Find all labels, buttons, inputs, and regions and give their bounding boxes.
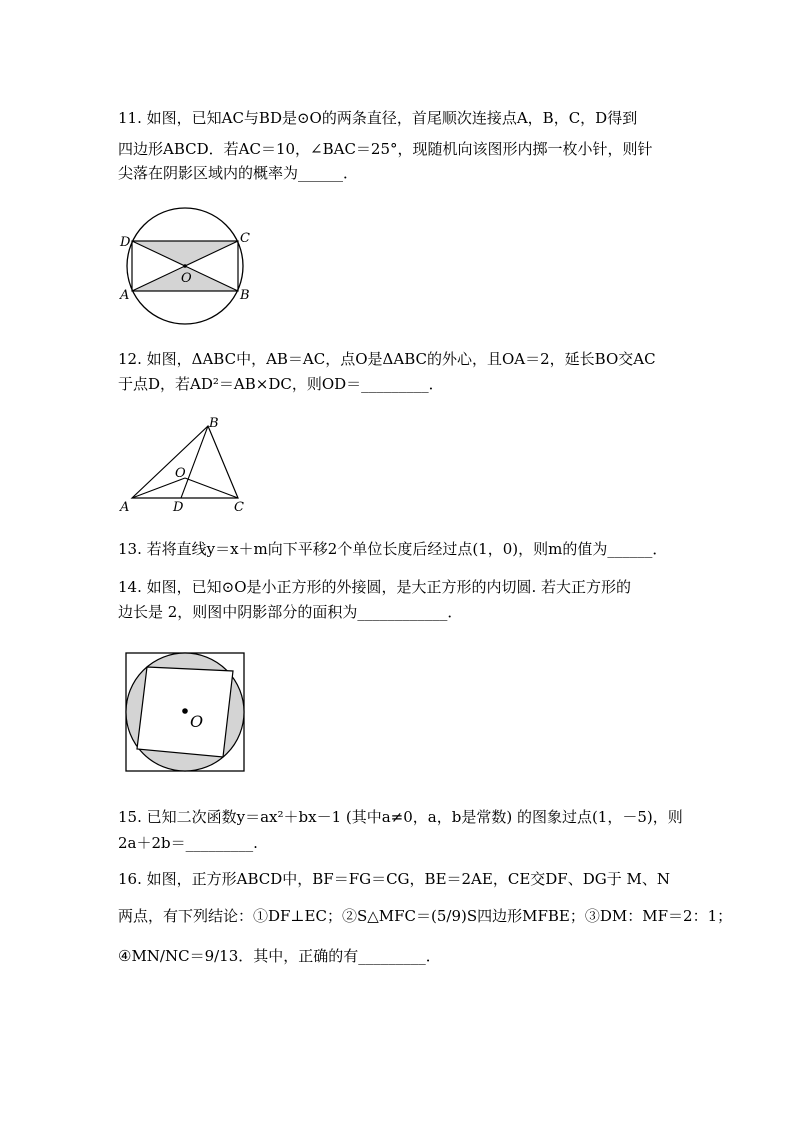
- q13-line-1: 13. 若将直线y＝x＋m向下平移2个单位长度后经过点(1，0)，则m的值为______．: [118, 540, 668, 558]
- q11-line-2: 四边形ABCD．若AC＝10，∠BAC＝25°，现随机向该图形内掷一枚小针，则针: [118, 140, 653, 158]
- q11-label-d: D: [120, 235, 131, 250]
- q11-figure: [110, 200, 270, 330]
- q16-line-3: ④MN/NC＝9/13．其中，正确的有_________．: [118, 947, 441, 965]
- q16-line-1: 16. 如图，正方形ABCD中，BF＝FG＝CG，BE＝2AE，CE交DF、DG于 M、N: [118, 870, 670, 888]
- q12-label-d: D: [173, 500, 184, 515]
- q11-line-1: 11. 如图，已知AC与BD是⊙O的两条直径，首尾顺次连接点A，B，C，D得到: [118, 109, 638, 127]
- q12-segment-oa: [132, 478, 185, 498]
- q11-label-b: B: [240, 288, 250, 303]
- q12-line-1: 12. 如图，ΔABC中，AB＝AC，点O是ΔABC的外心，且OA＝2，延长BO交AC: [118, 350, 656, 368]
- q11-label-a: A: [120, 288, 130, 303]
- q14-figure: [122, 649, 250, 777]
- q15-line-2: 2a＋2b＝_________.: [118, 834, 258, 852]
- q11-center-point: [183, 264, 187, 268]
- q11-label-o: O: [181, 271, 192, 286]
- q11-label-c: C: [240, 231, 250, 246]
- q15-line-1: 15. 已知二次函数y＝ax²＋bx－1 (其中a≠0，a，b是常数) 的图象过点(1，－5)，则: [118, 808, 683, 826]
- q14-line-1: 14. 如图，已知⊙O是小正方形的外接圆，是大正方形的内切圆. 若大正方形的: [118, 578, 632, 596]
- q14-center-point: [182, 708, 188, 714]
- q12-segment-bd: [181, 426, 208, 498]
- q11-line-3: 尖落在阴影区域内的概率为______．: [118, 164, 359, 182]
- q12-label-b: B: [209, 416, 219, 431]
- q12-line-2: 于点D，若AD²＝AB×DC，则OD＝_________．: [118, 375, 444, 393]
- q11-shaded-top: [132, 241, 238, 267]
- q16-line-2: 两点，有下列结论：①DF⊥EC；②S△MFC＝(5/9)S四边形MFBE；③DM：MF＝2：1；: [118, 907, 733, 925]
- q12-label-a: A: [120, 500, 130, 515]
- q12-segment-oc: [185, 478, 238, 498]
- q14-line-2: 边长是 2，则图中阴影部分的面积为____________．: [118, 603, 463, 621]
- q12-figure: [115, 412, 255, 517]
- q14-label-o: O: [190, 712, 204, 731]
- q12-label-c: C: [234, 500, 244, 515]
- q12-label-o: O: [175, 466, 186, 481]
